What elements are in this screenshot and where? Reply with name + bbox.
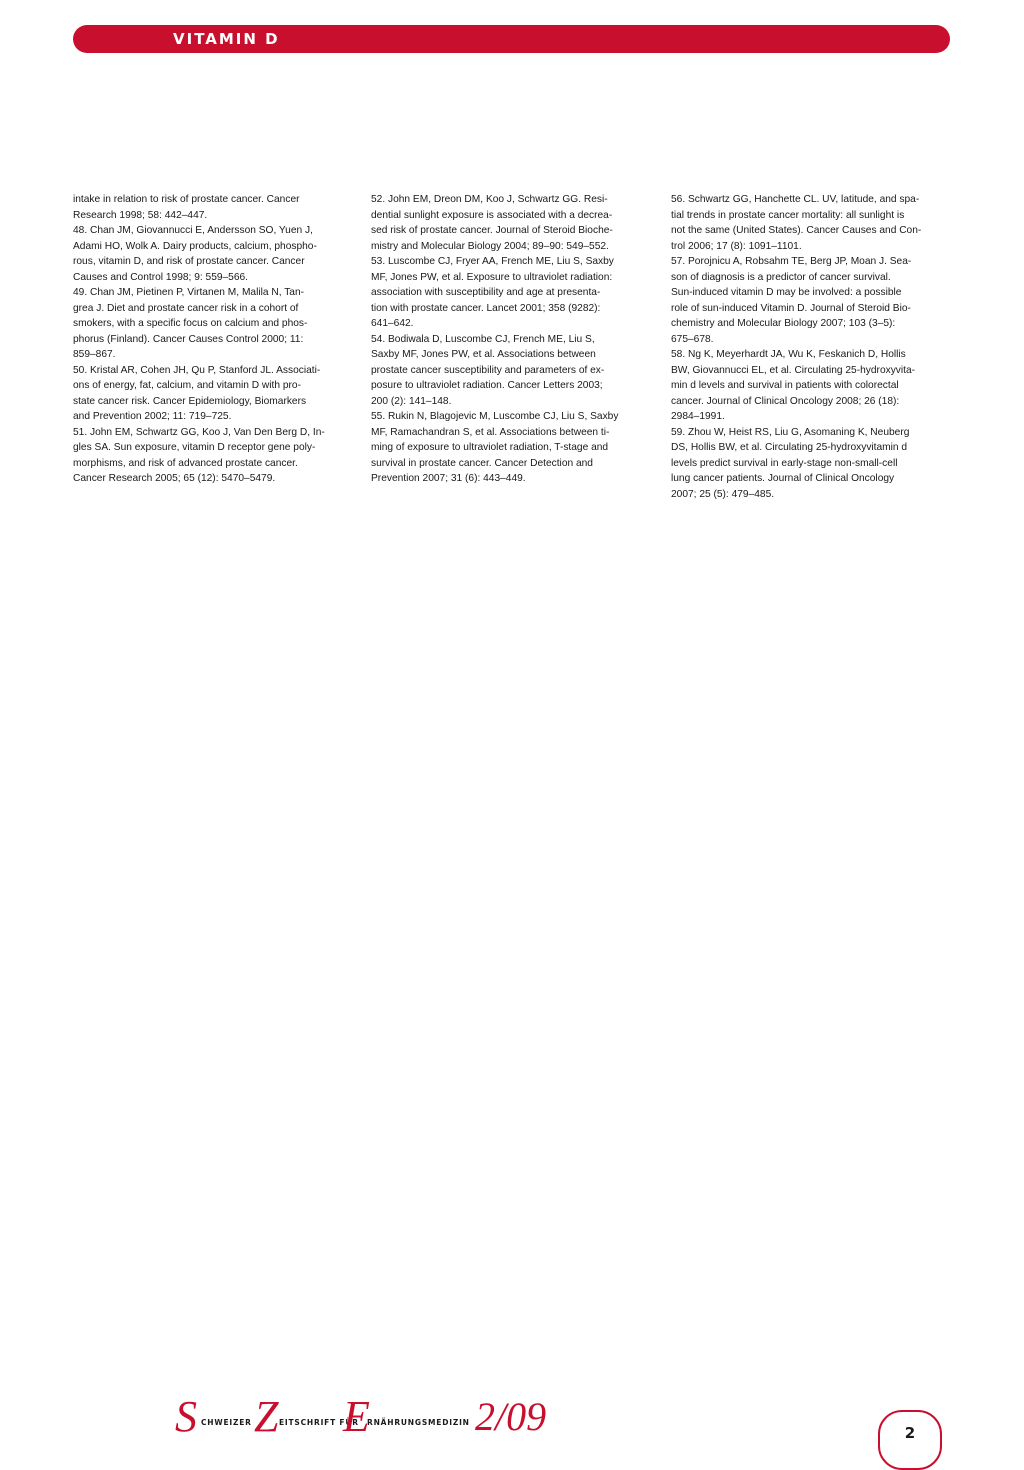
reference-line: prostate cancer susceptibility and parameters of ex-: [371, 364, 605, 376]
logo-letter-s: S: [175, 1392, 197, 1441]
reference-line: son of diagnosis is a predictor of cancer survival.: [671, 271, 891, 283]
reference-line: cancer. Journal of Clinical Oncology 2008; 26 (18):: [671, 395, 900, 407]
reference-line: 48. Chan JM, Giovannucci E, Andersson SO, Yuen J,: [73, 225, 313, 236]
reference-line: tial trends in prostate cancer mortality: all sunlight is: [671, 209, 905, 221]
reference-line: posure to ultraviolet radiation. Cancer Letters 2003;: [371, 380, 603, 391]
reference-line: Prevention 2007; 31 (6): 443–449.: [371, 473, 526, 484]
section-title: VITAMIN D: [173, 30, 280, 48]
reference-line: min d levels and survival in patients with colorectal: [671, 380, 899, 391]
logo-word-zeitschrift: EITSCHRIFT FÜR: [279, 1418, 359, 1427]
reference-line: Sun-induced vitamin D may be involved: a possible: [671, 287, 902, 298]
reference-line: MF, Jones PW, et al. Exposure to ultraviolet radiation:: [371, 271, 613, 283]
reference-line: Causes and Control 1998; 9: 559–566.: [73, 271, 249, 283]
reference-line: 56. Schwartz GG, Hanchette CL. UV, latitude, and spa-: [671, 194, 920, 205]
reference-line: 51. John EM, Schwartz GG, Koo J, Van Den Berg D, In-: [73, 426, 325, 438]
reference-line: not the same (United States). Cancer Causes and Con-: [671, 225, 922, 236]
reference-line: 859–867.: [73, 349, 116, 360]
reference-line: ons of energy, fat, calcium, and vitamin D with pro-: [73, 380, 301, 391]
reference-line: 200 (2): 141–148.: [371, 395, 452, 407]
reference-line: phorus (Finland). Cancer Causes Control 2000; 11:: [73, 333, 304, 345]
reference-line: BW, Giovannucci EL, et al. Circulating 25-hydroxyvita-: [671, 364, 916, 376]
reference-line: 53. Luscombe CJ, Fryer AA, French ME, Liu S, Saxby: [371, 256, 614, 267]
journal-logo: [175, 1393, 575, 1441]
page-number: 2: [904, 1424, 916, 1442]
logo-letter-e: E: [343, 1392, 370, 1441]
reference-line: Saxby MF, Jones PW, et al. Associations between: [371, 349, 596, 360]
reference-line: grea J. Diet and prostate cancer risk in a cohort of: [73, 302, 299, 314]
reference-line: 58. Ng K, Meyerhardt JA, Wu K, Feskanich D, Hollis: [671, 349, 906, 360]
reference-line: 2007; 25 (5): 479–485.: [671, 488, 775, 500]
reference-line: rous, vitamin D, and risk of prostate cancer. Cancer: [73, 256, 305, 267]
reference-line: dential sunlight exposure is associated with a decrea-: [371, 209, 613, 221]
reference-line: 57. Porojnicu A, Robsahm TE, Berg JP, Moan J. Sea-: [671, 256, 912, 267]
reference-line: and Prevention 2002; 11: 719–725.: [73, 411, 232, 422]
reference-line: 50. Kristal AR, Cohen JH, Qu P, Stanford JL. Associati-: [73, 364, 321, 376]
issue-number: 2/09: [475, 1394, 547, 1439]
reference-line: sed risk of prostate cancer. Journal of Steroid Bioche-: [371, 225, 613, 236]
reference-line: ming of exposure to ultraviolet radiation, T-stage and: [371, 442, 609, 453]
reference-line: intake in relation to risk of prostate cancer. Cancer: [73, 194, 300, 205]
reference-line: tion with prostate cancer. Lancet 2001; 358 (9282):: [371, 302, 601, 314]
reference-line: 2984–1991.: [671, 411, 725, 422]
reference-line: mistry and Molecular Biology 2004; 89–90: 549–552.: [371, 240, 609, 252]
reference-line: Cancer Research 2005; 65 (12): 5470–5479.: [73, 473, 276, 484]
reference-line: 49. Chan JM, Pietinen P, Virtanen M, Malila N, Tan-: [73, 287, 305, 298]
page-number-tab: [878, 1410, 942, 1470]
reference-column-2: [371, 192, 653, 487]
reference-line: 54. Bodiwala D, Luscombe CJ, French ME, Liu S,: [371, 333, 595, 345]
reference-line: chemistry and Molecular Biology 2007; 103 (3–5):: [671, 318, 896, 329]
reference-line: 52. John EM, Dreon DM, Koo J, Schwartz GG. Resi-: [371, 194, 608, 205]
logo-word-ernaehrungsmedizin: RNÄHRUNGSMEDIZIN: [367, 1418, 470, 1427]
reference-line: survival in prostate cancer. Cancer Detection and: [371, 457, 593, 469]
logo-letter-z: Z: [254, 1392, 279, 1441]
reference-line: levels predict survival in early-stage non-small-cell: [671, 457, 898, 469]
reference-line: role of sun-induced Vitamin D. Journal of Steroid Bio-: [671, 302, 911, 314]
reference-line: state cancer risk. Cancer Epidemiology, Biomarkers: [73, 395, 307, 407]
reference-line: 55. Rukin N, Blagojevic M, Luscombe CJ, Liu S, Saxby: [371, 411, 619, 422]
logo-word-schweizer: CHWEIZER: [201, 1418, 252, 1427]
reference-column-3: [671, 192, 953, 502]
reference-line: DS, Hollis BW, et al. Circulating 25-hydroxyvitamin d: [671, 442, 908, 453]
reference-line: lung cancer patients. Journal of Clinical Oncology: [671, 473, 895, 484]
reference-line: smokers, with a specific focus on calcium and phos-: [73, 318, 308, 329]
reference-line: MF, Ramachandran S, et al. Associations between ti-: [371, 426, 610, 438]
reference-line: 675–678.: [671, 333, 714, 345]
reference-column-1: [73, 192, 355, 487]
reference-line: Research 1998; 58: 442–447.: [73, 209, 208, 221]
section-header-bar: [73, 25, 950, 53]
reference-line: 59. Zhou W, Heist RS, Liu G, Asomaning K, Neuberg: [671, 426, 910, 438]
reference-line: morphisms, and risk of advanced prostate cancer.: [73, 457, 298, 469]
reference-line: 641–642.: [371, 318, 414, 329]
reference-line: trol 2006; 17 (8): 1091–1101.: [671, 240, 802, 252]
reference-line: gles SA. Sun exposure, vitamin D receptor gene poly-: [73, 442, 316, 453]
reference-line: association with susceptibility and age at presenta-: [371, 287, 601, 298]
reference-line: Adami HO, Wolk A. Dairy products, calcium, phospho-: [73, 240, 317, 252]
